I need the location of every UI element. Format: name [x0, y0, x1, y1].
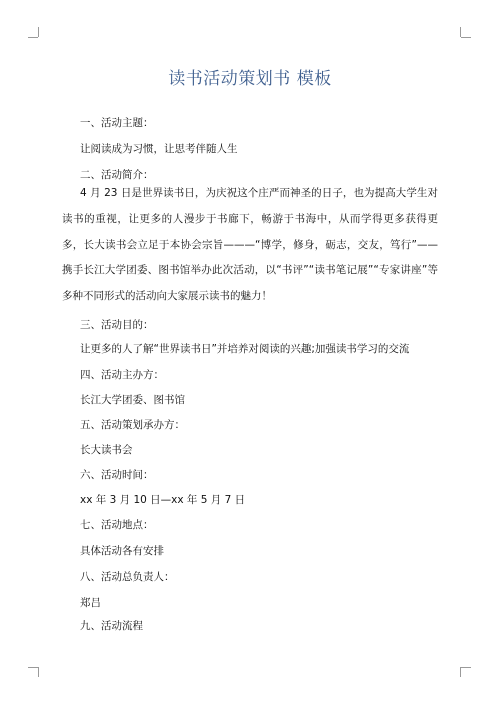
section-1-text: 让阅读成为习惯，让思考伴随人生: [80, 143, 238, 155]
crop-mark-top-right-v: [460, 27, 461, 37]
crop-mark-top-left-v: [38, 27, 39, 37]
section-7-heading: 七、活动地点：: [80, 519, 154, 531]
section-6-text: xx 年 3 月 10 日—xx 年 5 月 7 日: [80, 494, 246, 506]
section-8-heading: 八、活动总负责人：: [80, 571, 175, 583]
section-3-text: 让更多的人了解“世界读书日”并培养对阅读的兴趣;加强读书学习的交流: [80, 343, 410, 355]
section-8-text: 郑吕: [80, 597, 101, 609]
crop-mark-bottom-right-h: [461, 667, 471, 668]
crop-mark-bottom-left-v: [38, 667, 39, 677]
section-6-heading: 六、活动时间：: [80, 469, 154, 481]
section-7-text: 具体活动各有安排: [80, 545, 164, 557]
section-1-heading: 一、活动主题：: [80, 117, 154, 129]
section-4-heading: 四、活动主办方：: [80, 369, 164, 381]
document-title: 读书活动策划书 模板: [168, 69, 332, 89]
crop-mark-bottom-right-v: [460, 667, 461, 677]
section-5-heading: 五、活动策划承办方：: [80, 419, 185, 431]
section-2-paragraph: 4 月 23 日是世界读书日，为庆祝这个庄严而神圣的日子，也为提高大学生对读书的重视，让更多的人漫步于书廊下，畅游于书海中，从而学得更多获得更多，长大读书会立足于本协会宗旨———“博学，修身，砺志，交友，笃行”——携手长江大学团委、图书馆举办此次活动，以“书评”“读书笔记展”“专家讲座”等多种不同形式的活动向大家展示读书的魅力！: [62, 187, 438, 303]
section-5-text: 长大读书会: [80, 444, 133, 456]
crop-mark-bottom-left-h: [28, 667, 38, 668]
crop-mark-top-left-h: [28, 37, 38, 38]
section-9-heading: 九、活动流程: [80, 620, 143, 632]
crop-mark-top-right-h: [461, 37, 471, 38]
section-3-heading: 三、活动目的：: [80, 319, 154, 331]
section-4-text: 长江大学团委、图书馆: [80, 394, 185, 406]
section-2-heading: 二、活动简介：: [80, 169, 154, 181]
